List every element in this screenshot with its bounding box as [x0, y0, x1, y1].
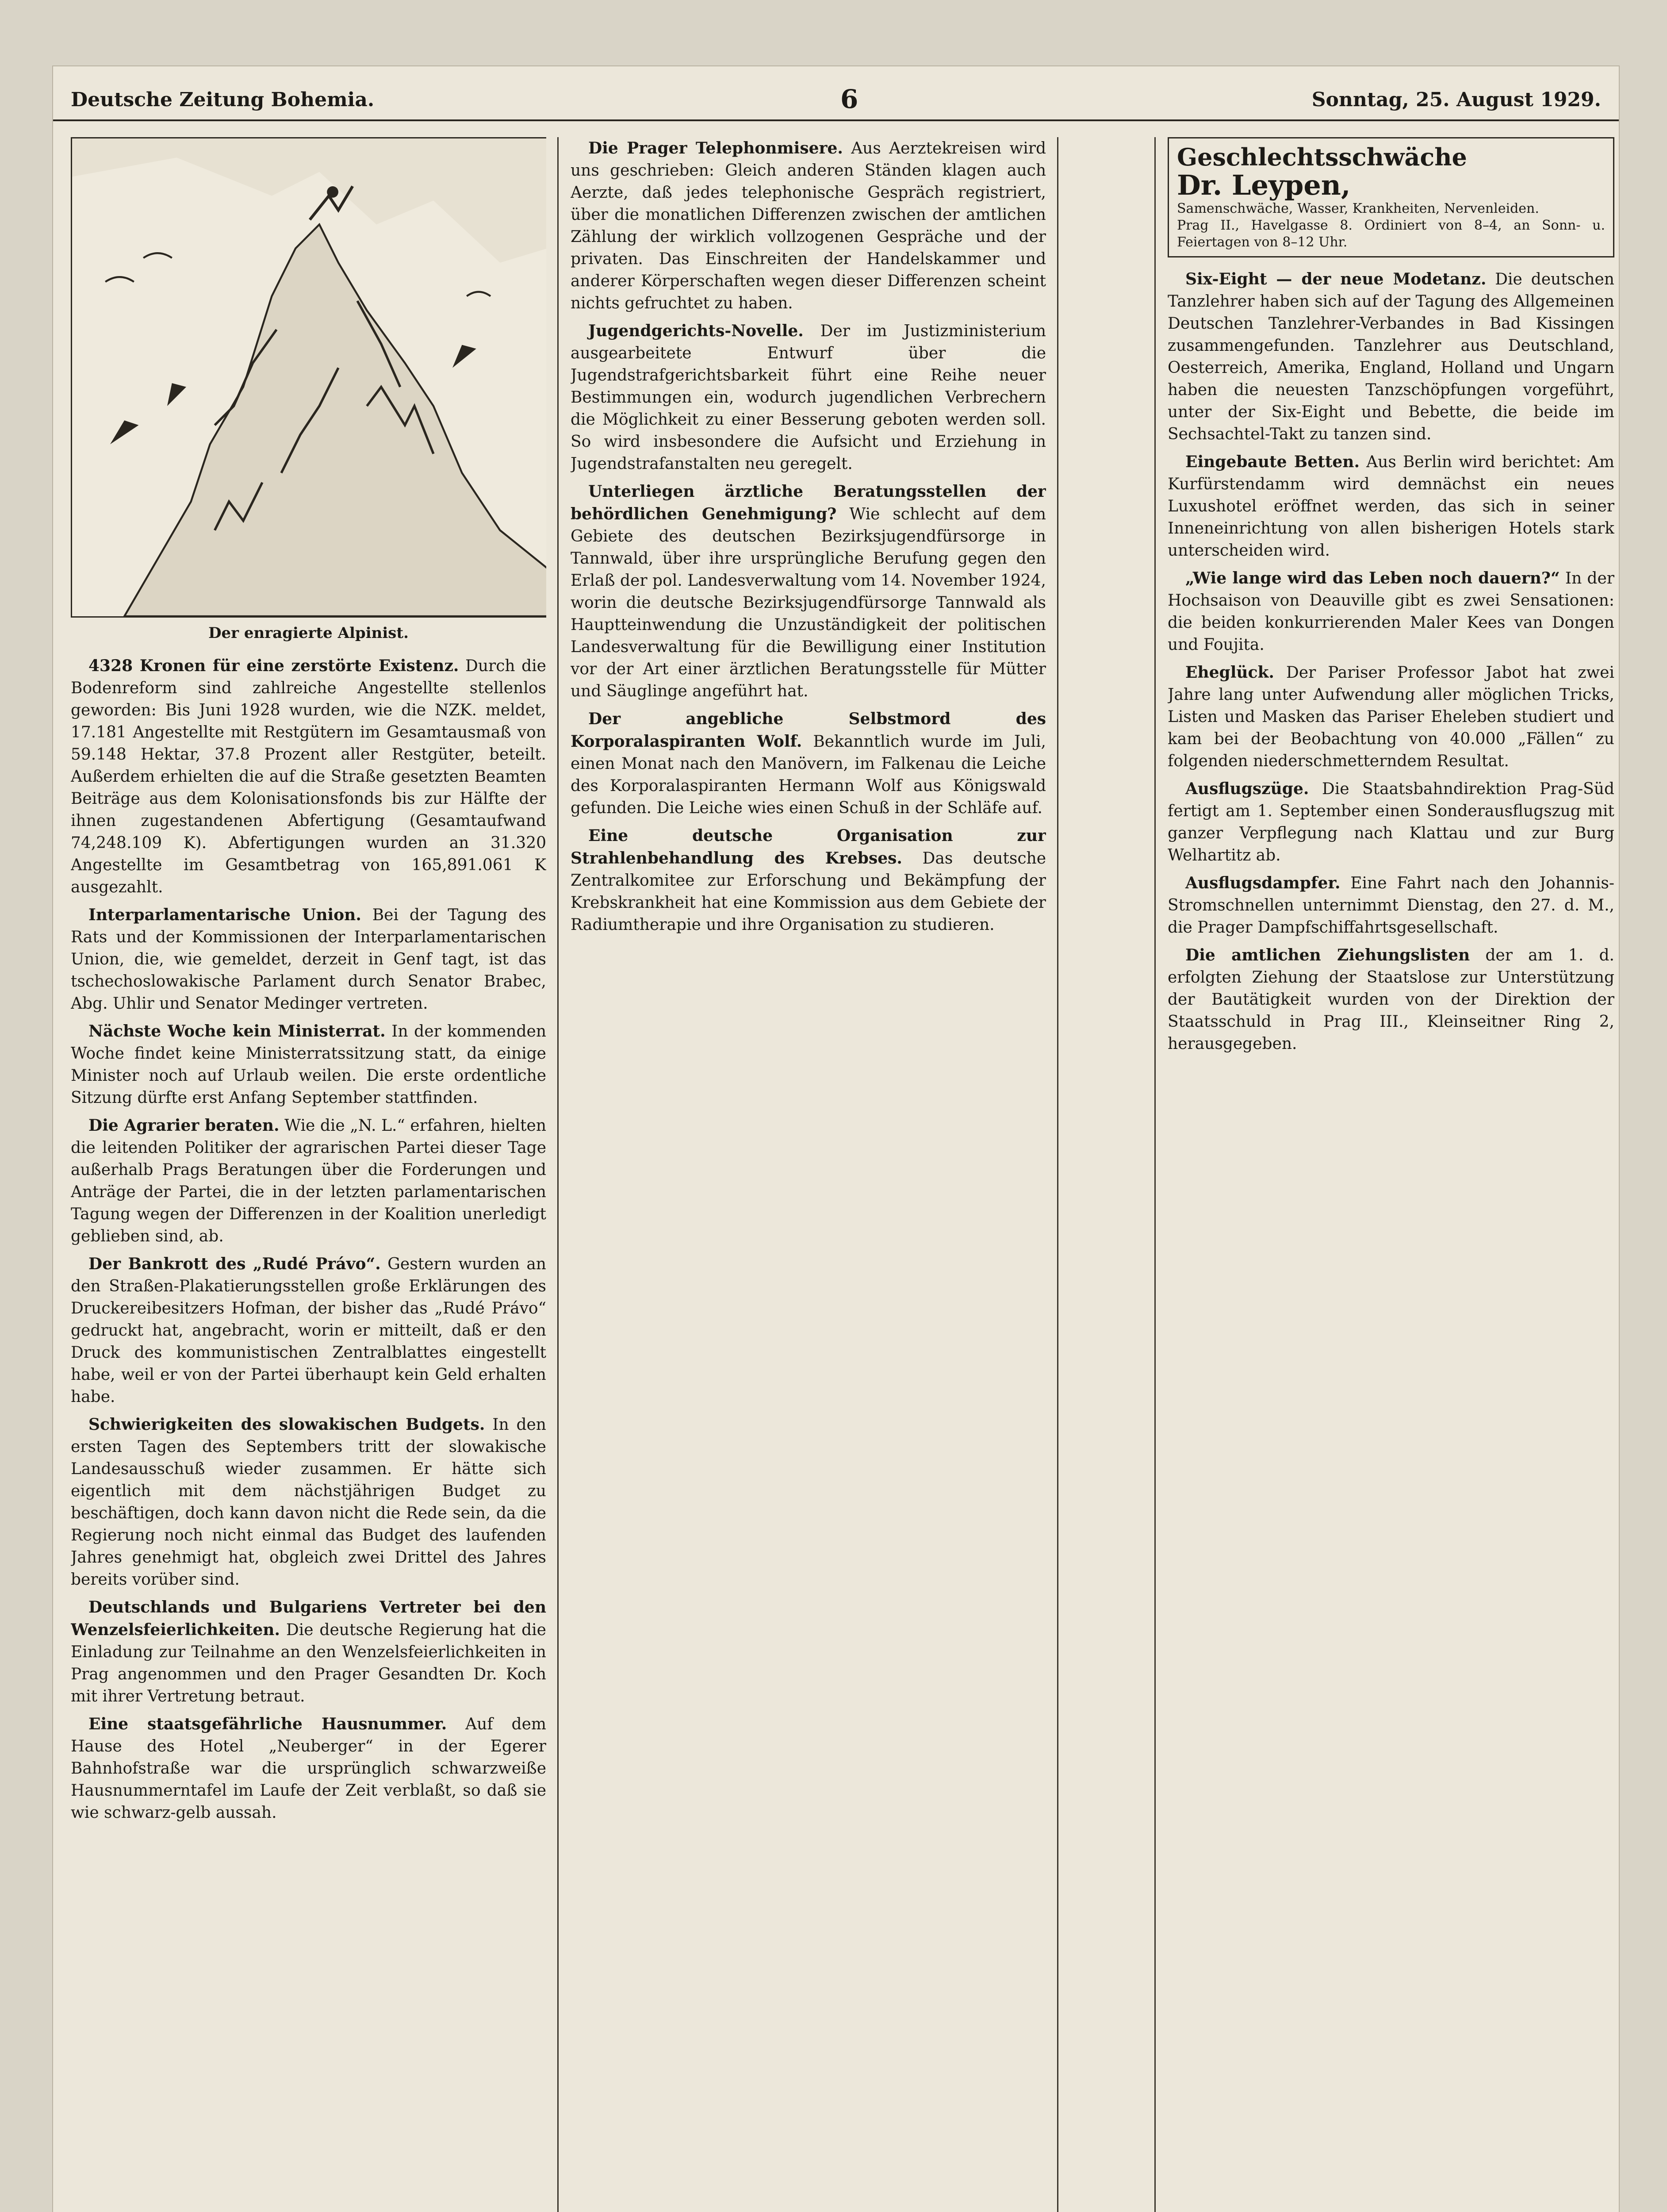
article-headline: Die Agrarier beraten. — [88, 1116, 280, 1135]
article — [71, 655, 546, 899]
article-body: Eine Fahrt nach den Johannis-Stromschnellen unternimmt Dienstag, den 27. d. M., die Prager Dampfschiffahrtsgesellschaft. — [1168, 874, 1614, 937]
advertisement — [1168, 137, 1614, 257]
article-headline: Die Prager Telephonmisere. — [588, 139, 843, 157]
mountain-drawing — [72, 138, 546, 616]
illustration-caption: Der enragierte Alpinist. — [208, 624, 409, 642]
running-head — [53, 84, 1619, 121]
article-headline: Schwierigkeiten des slowakischen Budgets. — [88, 1415, 485, 1434]
article — [1168, 944, 1614, 1055]
article-headline: Eheglück. — [1185, 663, 1274, 682]
article-headline: Unterliegen ärztliche Beratungsstellen der behördlichen Genehmigung? — [571, 482, 1046, 523]
article — [71, 1713, 546, 1824]
article-body: Aus Aerztekreisen wird uns geschrieben: Gleich anderen Ständen klagen auch Aerzte, daß jedes telephonische Gespräch registriert, über die monatlichen Differenzen zwischen der amtlichen Zählung der wirklich vollzogenen Gespräche und der privaten. Das Einschreiten der Handelskammer und anderer Körperschaften wegen dieser Differenzen scheint nichts gefruchtet zu haben. — [571, 139, 1046, 312]
article-headline: Ausflugsdampfer. — [1185, 874, 1341, 892]
article-headline: Eine deutsche Organisation zur Strahlenbehandlung des Krebses. — [571, 826, 1046, 868]
column-rule — [557, 137, 559, 2212]
article-body: In der kommenden Woche findet keine Ministerratssitzung statt, da einige Minister noch auf Urlaub weilen. Die erste ordentliche Sitzung dürfte erst Anfang September stattfinden. — [71, 1022, 546, 1107]
article-headline: „Wie lange wird das Leben noch dauern?“ — [1185, 569, 1560, 588]
issue-date: Sonntag, 25. August 1929. — [1311, 88, 1601, 111]
article-body: In den ersten Tagen des Septembers tritt der slowakische Landesausschuß wieder zusammen. Er hätte sich eigentlich mit dem nächstjährigen Budget zu beschäftigen, doch kann davon nicht die Rede sein, da die Regierung noch nicht einmal das Budget des laufenden Jahres genehmigt hat, obgleich zwei Drittel des Jahres bereits vorüber sind. — [71, 1416, 546, 1589]
article-body: Der im Justizministerium ausgearbeitete Entwurf über die Jugendstrafgerichtsbarkeit führt eine Reihe neuer Bestimmungen ein, wodurch jugendlichen Verbrechern die Möglichkeit zu einer Besserung geboten werden soll. So wird insbesondere die Aufsicht und Erziehung in Jugendstrafanstalten neu geregelt. — [571, 322, 1046, 473]
article-body: Durch die Bodenreform sind zahlreiche Angestellte stellenlos geworden: Bis Juni 1928 wurden, wie die NZK. meldet, 17.181 Angestellte mit Restgütern im Gesamtausmaß von 59.148 Hektar, 37.8 Prozent aller Restgüter, beteilt. Außerdem erhielten die auf die Straße gesetzten Beamten Beiträge aus dem Kolonisationsfonds bis zur Hälfte der ihnen zugestandenen Abfertigung (Gesamtaufwand 74,248.109 K). Abfertigungen wurden an 31.320 Angestellte im Gesamtbetrag von 165,891.061 K ausgezahlt. — [71, 657, 546, 896]
article — [71, 1413, 546, 1591]
article — [1168, 872, 1614, 939]
article-body: Bekanntlich wurde im Juli, einen Monat nach den Manövern, im Falkenau die Leiche des Korporalaspiranten Hermann Wolf aus Königswald gefunden. Die Leiche wies einen Schuß in der Schläfe auf. — [571, 733, 1046, 817]
article — [571, 825, 1046, 936]
article-headline: Ausflugszüge. — [1185, 780, 1309, 798]
article — [1168, 268, 1614, 445]
article — [571, 320, 1046, 475]
ad-line: Prag II., Havelgasse 8. Ordiniert von 8–4, an Sonn- u. Feiertagen von 8–12 Uhr. — [1177, 218, 1605, 250]
article-headline: Die amtlichen Ziehungslisten — [1185, 946, 1470, 964]
article-headline: Eingebaute Betten. — [1185, 453, 1360, 471]
article-headline: Six-Eight — der neue Modetanz. — [1185, 270, 1487, 288]
ad-line: Samenschwäche, Wasser, Krankheiten, Nervenleiden. — [1177, 201, 1539, 216]
newspaper-page — [53, 66, 1619, 2212]
article — [1168, 661, 1614, 772]
article-headline: Interparlamentarische Union. — [88, 906, 361, 924]
article-headline: Eine staatsgefährliche Hausnummer. — [88, 1715, 447, 1733]
article-body: Der Pariser Professor Jabot hat zwei Jahre lang unter Aufwendung aller möglichen Tricks, Listen und Masken das Pariser Eheleben studiert und kam bei der Beobachtung von 40.000 „Fällen“ zu folgenden niederschmetterndem Resultat. — [1168, 664, 1614, 770]
article-headline: Der Bankrott des „Rudé Právo“. — [88, 1255, 381, 1273]
article-headline: Der angebliche Selbstmord des Korporalaspiranten Wolf. — [571, 710, 1046, 751]
article — [71, 1020, 546, 1109]
article — [571, 137, 1046, 315]
article — [571, 480, 1046, 703]
article-body: Die deutschen Tanzlehrer haben sich auf der Tagung des Allgemeinen Deutschen Tanzlehrer-Verbandes in Bad Kissingen zusammengefunden. Tanzlehrer aus Deutschland, Oesterreich, Amerika, England, Holland und Ungarn haben die neuesten Tanzschöpfungen vorgeführt, unter der Six-Eight und Bebette, die beide im Sechsachtel-Takt zu tanzen sind. — [1168, 270, 1614, 443]
page-number: 6 — [840, 84, 858, 114]
article-body: In der Hochsaison von Deauville gibt es zwei Sensationen: die beiden konkurrierenden Maler Kees van Dongen und Foujita. — [1168, 569, 1614, 654]
article-body: der am 1. d. erfolgten Ziehung der Staatslose zur Unterstützung der Bautätigkeit wurden von der Direktion der Staatsschuld in Prag III., Kleinseitner Ring 2, herausgegeben. — [1168, 946, 1614, 1053]
article-body: Die deutsche Regierung hat die Einladung zur Teilnahme an den Wenzelsfeierlichkeiten in Prag angenommen und den Prager Gesandten Dr. Koch mit ihrer Vertretung betraut. — [71, 1621, 546, 1705]
article-headline: Nächste Woche kein Ministerrat. — [88, 1022, 386, 1041]
ad-title: Geschlechtsschwäche — [1177, 143, 1467, 171]
article-body: Bei der Tagung des Rats und der Kommissionen der Interparlamentarischen Union, die, wie gemeldet, derzeit in Genf tagt, ist das tschechoslowakische Parlament durch Senator Brabec, Abg. Uhlir und Senator Medinger vertreten. — [71, 906, 546, 1013]
column-rule — [1057, 137, 1058, 2212]
article — [1168, 778, 1614, 867]
illustration-alpinist — [71, 137, 546, 618]
masthead-title: Deutsche Zeitung Bohemia. — [71, 88, 375, 111]
article-body: Das deutsche Zentralkomitee zur Erforschung und Bekämpfung der Krebskrankheit hat eine Kommission aus dem Gebiete der Radiumtherapie und ihre Organisation zu studieren. — [571, 849, 1046, 934]
article-body: Aus Berlin wird berichtet: Am Kurfürstendamm wird demnächst ein neues Luxushotel eröffnet werden, das sich in seiner Inneneinrichtung von allen bisherigen Hotels stark unterscheiden wird. — [1168, 453, 1614, 560]
article-body: Auf dem Hause des Hotel „Neuberger“ in der Egerer Bahnhofstraße war die ursprünglich schwarzweiße Hausnummerntafel im Laufe der Zeit verblaßt, so daß sie wie schwarz-gelb aussah. — [71, 1715, 546, 1822]
column-4 — [1168, 137, 1614, 2212]
column-2 — [571, 137, 1046, 2212]
article-body: Wie schlecht auf dem Gebiete des deutschen Bezirksjugendfürsorge in Tannwald, über ihre ursprüngliche Berufung gegen den Erlaß der pol. Landesverwaltung vom 14. November 1924, worin die deutsche Bezirksjugendfürsorge Tannwald als Hauptteinwendung die Unzuständigkeit der politischen Landesverwaltung für die Bewilligung einer Institution vor der Art einer ärztlichen Beratungsstelle für Mütter und Säuglinge angeführt hat. — [571, 505, 1046, 700]
article-headline: 4328 Kronen für eine zerstörte Existenz. — [88, 657, 459, 675]
article-headline: Jugendgerichts-Novelle. — [588, 322, 804, 340]
article — [1168, 451, 1614, 562]
article — [571, 708, 1046, 819]
article — [71, 1114, 546, 1248]
article — [71, 904, 546, 1015]
article-headline: Deutschlands und Bulgariens Vertreter bei den Wenzelsfeierlichkeiten. — [71, 1598, 546, 1639]
article — [1168, 567, 1614, 656]
article — [71, 1596, 546, 1708]
ad-name: Dr. Leypen, — [1177, 169, 1351, 201]
article-body: Wie die „N. L.“ erfahren, hielten die leitenden Politiker der agrarischen Partei dieser Tage außerhalb Prags Beratungen über die Forderungen und Anträge der Partei, die in der letzten parlamentarischen Tagung wegen der Differenzen in der Koalition unerledigt geblieben sind, ab. — [71, 1117, 546, 1245]
article — [71, 1253, 546, 1408]
column-1 — [71, 137, 546, 2212]
article-body: Die Staatsbahndirektion Prag-Süd fertigt am 1. September einen Sonderausflugszug mit ganzer Verpflegung nach Klattau und zur Burg Welhartitz ab. — [1168, 780, 1614, 864]
article-body: Gestern wurden an den Straßen-Plakatierungsstellen große Erklärungen des Druckereibesitzers Hofman, der bisher das „Rudé Právo“ gedruckt hat, angebracht, worin er mitteilt, daß er den Druck des kommunistischen Zentralblattes eingestellt habe, weil er von der Partei überhaupt kein Geld erhalten habe. — [71, 1255, 546, 1406]
